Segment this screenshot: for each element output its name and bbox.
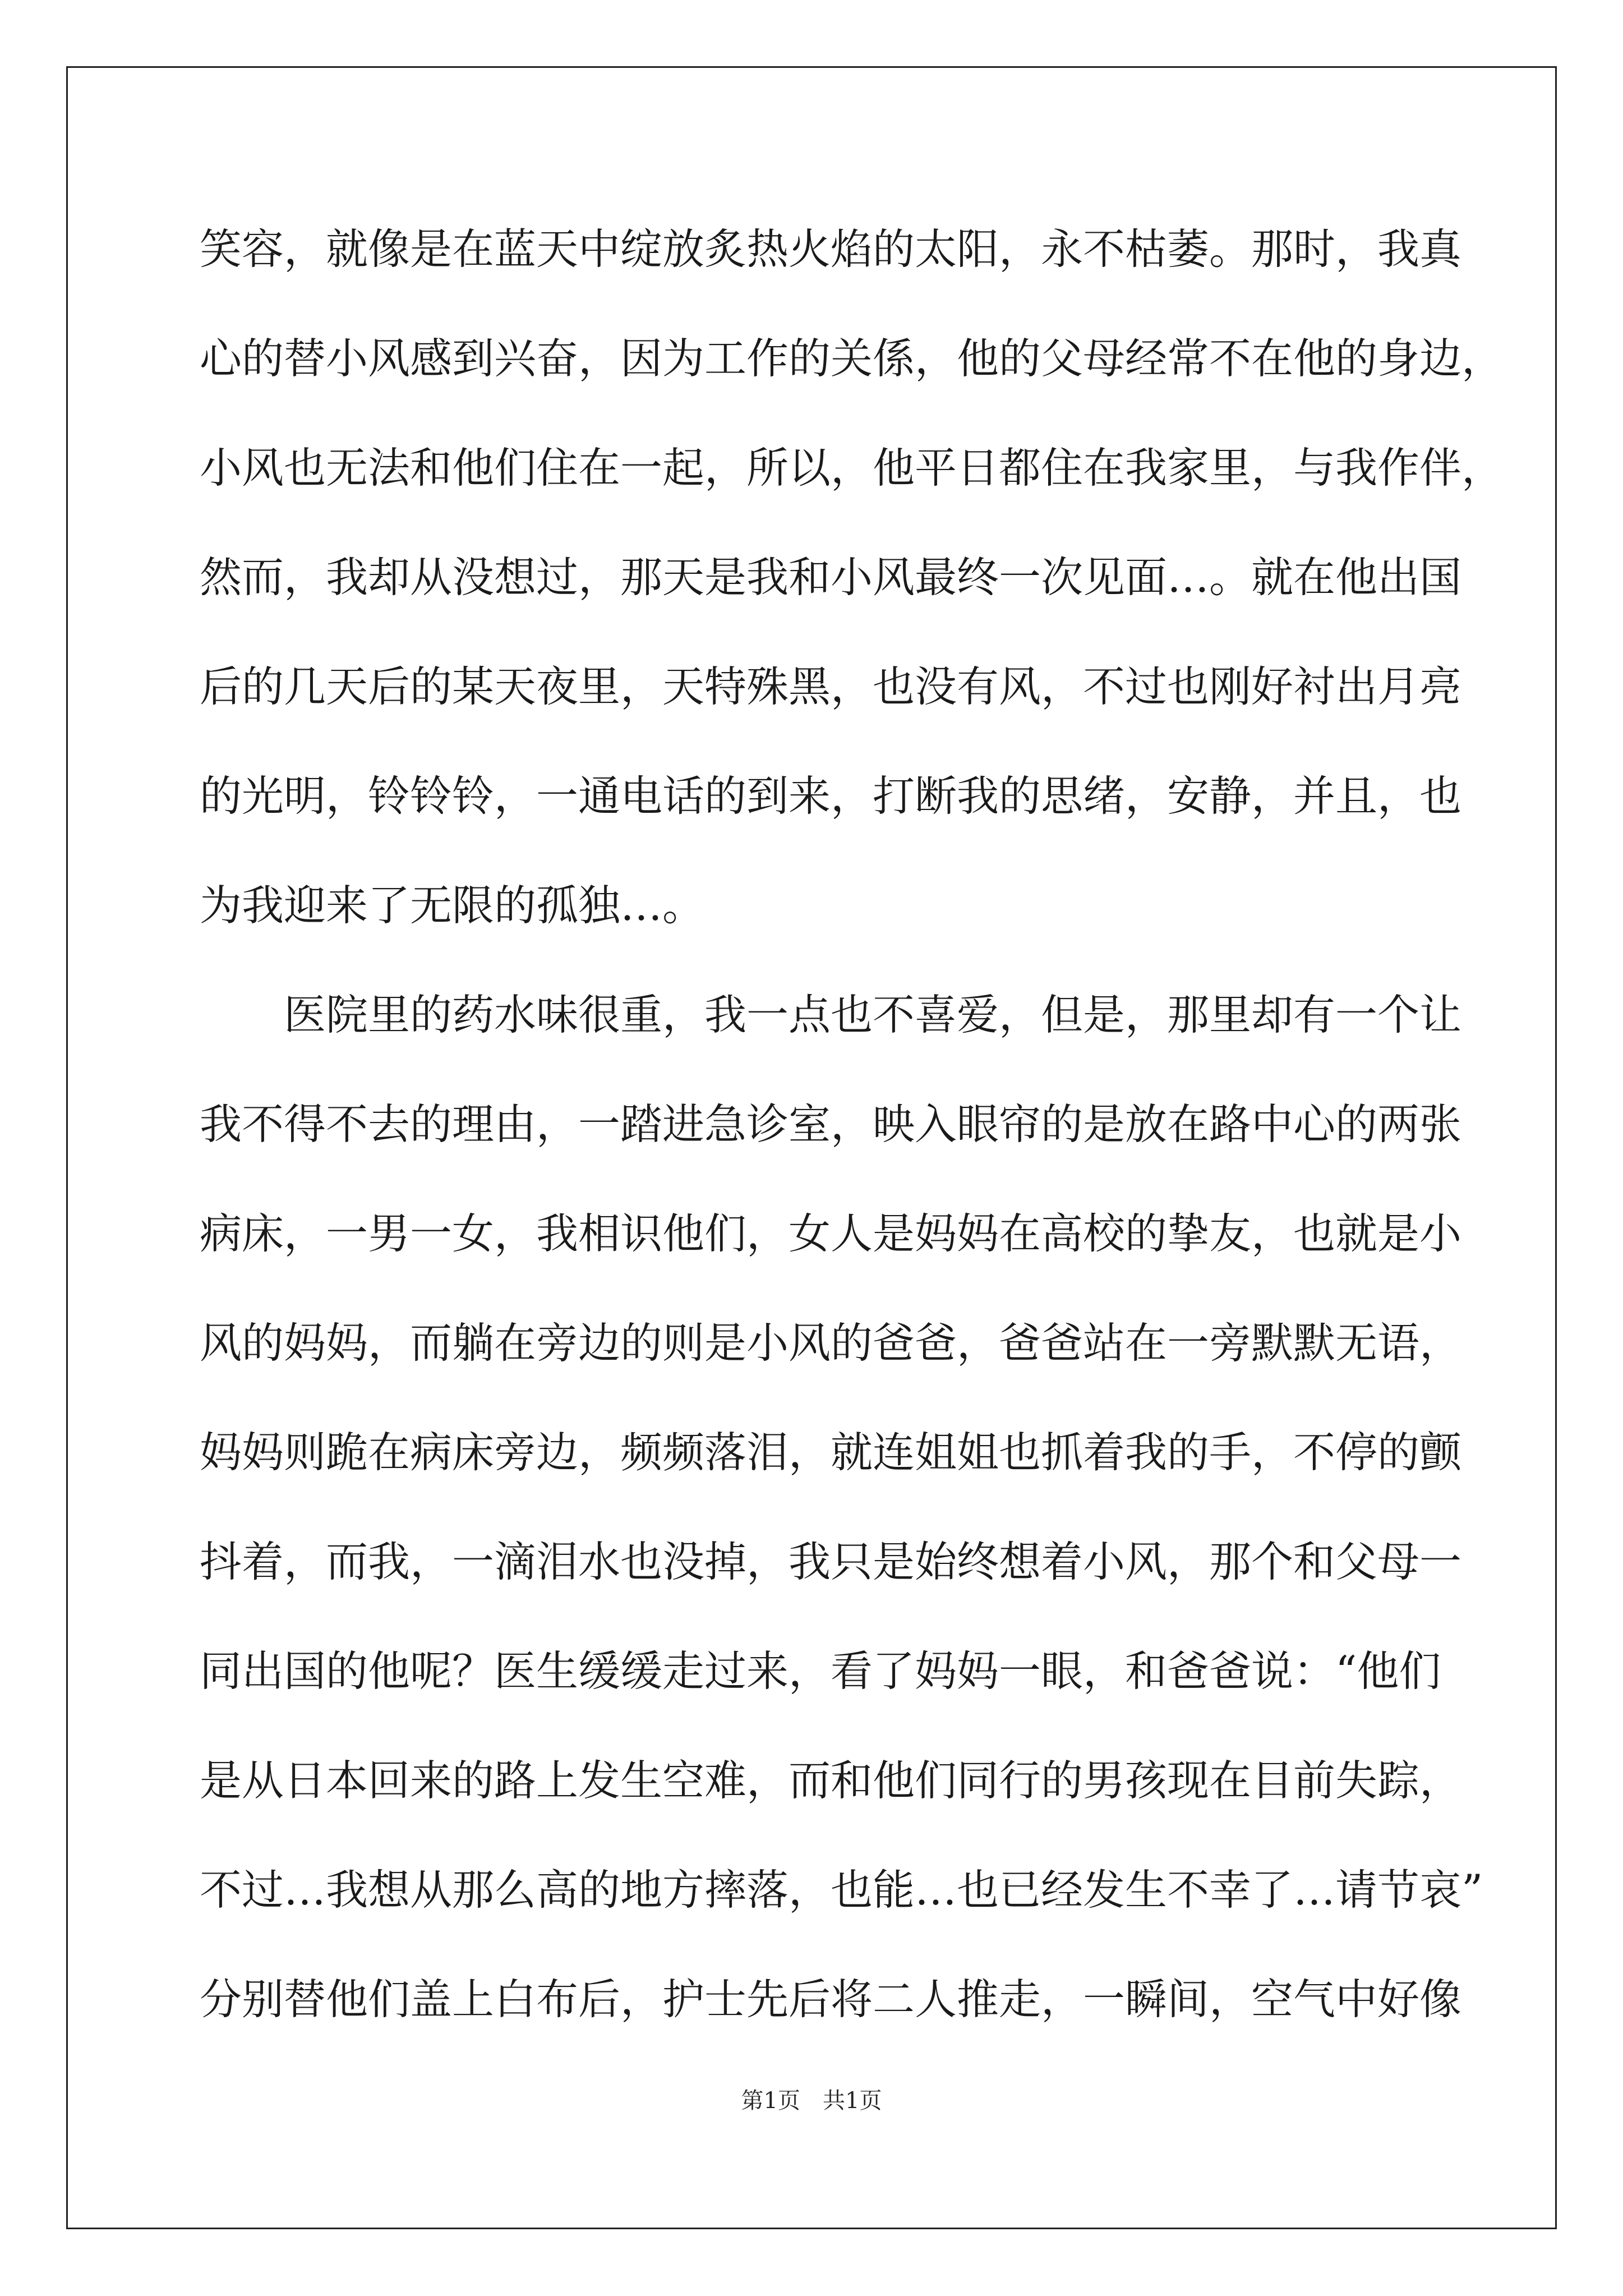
text-line: 笑容，就像是在蓝天中绽放炙热火焰的太阳，永不枯萎。那时，我真 xyxy=(200,224,1462,274)
document-body xyxy=(200,218,1504,2077)
text-line: 分别替他们盖上白布后，护士先后将二人推走，一瞬间，空气中好像 xyxy=(200,1975,1462,2024)
text-line: 我不得不去的理由，一踏进急诊室，映入眼帘的是放在路中心的两张 xyxy=(200,1099,1462,1149)
text-line: 同出国的他呢？医生缓缓走过来，看了妈妈一眼，和爸爸说：“他们 xyxy=(200,1646,1441,1696)
text-line: 然而，我却从没想过，那天是我和小风最终一次见面…。就在他出国 xyxy=(200,553,1462,602)
text-line: 抖着，而我，一滴泪水也没掉，我只是始终想着小风，那个和父母一 xyxy=(200,1537,1462,1586)
text-line: 病床，一男一女，我相识他们，女人是妈妈在高校的挚友，也就是小 xyxy=(200,1209,1462,1258)
text-line: 为我迎来了无限的孤独…。 xyxy=(200,881,705,930)
text-line: 心的替小风感到兴奋，因为工作的关係，他的父母经常不在他的身边， xyxy=(200,334,1504,383)
text-line: 医院里的药水味很重，我一点也不喜爱，但是，那里却有一个让 xyxy=(284,990,1462,1039)
text-line: 妈妈则跪在病床旁边，频频落泪，就连姐姐也抓着我的手，不停的颤 xyxy=(200,1428,1462,1477)
text-line: 风的妈妈，而躺在旁边的则是小风的爸爸，爸爸站在一旁默默无语， xyxy=(200,1318,1462,1368)
text-line: 小风也无法和他们住在一起，所以，他平日都住在我家里，与我作伴， xyxy=(200,443,1504,493)
page-footer: 第1页 共1页 xyxy=(741,2088,882,2114)
text-line: 后的几天后的某天夜里，天特殊黑，也没有风，不过也刚好衬出月亮 xyxy=(200,662,1462,711)
text-line: 是从日本回来的路上发生空难，而和他们同行的男孩现在目前失踪， xyxy=(200,1756,1462,1805)
text-line: 不过…我想从那么高的地方摔落，也能…也已经发生不幸了…请节哀” xyxy=(200,1865,1483,1915)
text-line: 的光明，铃铃铃，一通电话的到来，打断我的思绪，安静，并且，也 xyxy=(200,771,1462,821)
